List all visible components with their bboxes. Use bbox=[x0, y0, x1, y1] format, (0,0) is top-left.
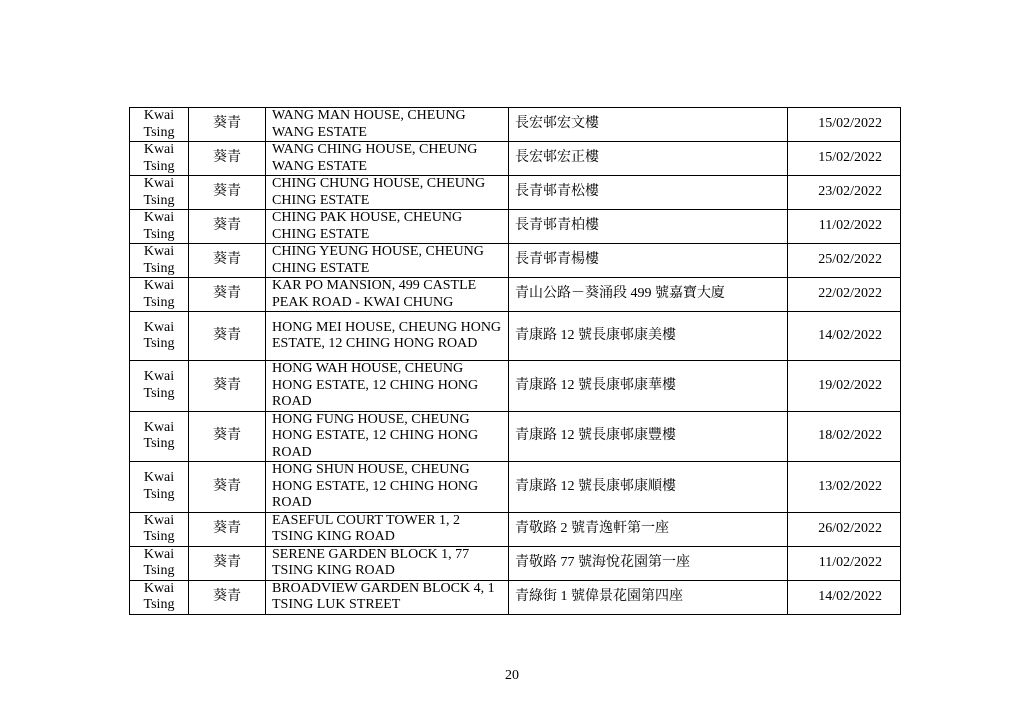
address-zh-cell: 青綠街 1 號偉景花園第四座 bbox=[509, 580, 788, 614]
date-cell: 19/02/2022 bbox=[788, 361, 901, 412]
date-cell: 26/02/2022 bbox=[788, 512, 901, 546]
address-en-cell: CHING PAK HOUSE, CHEUNG CHING ESTATE bbox=[266, 210, 509, 244]
date-cell: 18/02/2022 bbox=[788, 411, 901, 462]
address-en-cell: KAR PO MANSION, 499 CASTLE PEAK ROAD - KWAI CHUNG bbox=[266, 278, 509, 312]
district-en-cell: Kwai Tsing bbox=[130, 108, 189, 142]
district-zh-cell: 葵青 bbox=[189, 580, 266, 614]
address-en-cell: HONG MEI HOUSE, CHEUNG HONG ESTATE, 12 CHING HONG ROAD bbox=[266, 312, 509, 361]
district-zh-cell: 葵青 bbox=[189, 361, 266, 412]
address-table bbox=[129, 107, 901, 615]
district-en-cell: Kwai Tsing bbox=[130, 546, 189, 580]
date-cell: 15/02/2022 bbox=[788, 142, 901, 176]
address-zh-cell: 青康路 12 號長康邨康華樓 bbox=[509, 361, 788, 412]
district-en-cell: Kwai Tsing bbox=[130, 210, 189, 244]
table-row bbox=[130, 176, 901, 210]
address-en-cell: CHING CHUNG HOUSE, CHEUNG CHING ESTATE bbox=[266, 176, 509, 210]
address-zh-cell: 青康路 12 號長康邨康順樓 bbox=[509, 462, 788, 513]
date-cell: 22/02/2022 bbox=[788, 278, 901, 312]
date-cell: 11/02/2022 bbox=[788, 546, 901, 580]
district-en-cell: Kwai Tsing bbox=[130, 462, 189, 513]
district-en-cell: Kwai Tsing bbox=[130, 176, 189, 210]
district-en-cell: Kwai Tsing bbox=[130, 278, 189, 312]
district-en-cell: Kwai Tsing bbox=[130, 580, 189, 614]
address-zh-cell: 青敬路 2 號青逸軒第一座 bbox=[509, 512, 788, 546]
table-row bbox=[130, 210, 901, 244]
district-en-cell: Kwai Tsing bbox=[130, 411, 189, 462]
table-row bbox=[130, 411, 901, 462]
address-zh-cell: 長宏邨宏文樓 bbox=[509, 108, 788, 142]
district-zh-cell: 葵青 bbox=[189, 108, 266, 142]
address-en-cell: BROADVIEW GARDEN BLOCK 4, 1 TSING LUK STREET bbox=[266, 580, 509, 614]
table-row bbox=[130, 244, 901, 278]
district-en-cell: Kwai Tsing bbox=[130, 512, 189, 546]
date-cell: 11/02/2022 bbox=[788, 210, 901, 244]
date-cell: 23/02/2022 bbox=[788, 176, 901, 210]
district-zh-cell: 葵青 bbox=[189, 462, 266, 513]
address-en-cell: SERENE GARDEN BLOCK 1, 77 TSING KING ROAD bbox=[266, 546, 509, 580]
date-cell: 15/02/2022 bbox=[788, 108, 901, 142]
date-cell: 14/02/2022 bbox=[788, 580, 901, 614]
address-zh-cell: 青山公路－葵涌段 499 號嘉寶大廈 bbox=[509, 278, 788, 312]
district-zh-cell: 葵青 bbox=[189, 176, 266, 210]
table-row bbox=[130, 546, 901, 580]
district-zh-cell: 葵青 bbox=[189, 312, 266, 361]
district-en-cell: Kwai Tsing bbox=[130, 142, 189, 176]
address-en-cell: HONG FUNG HOUSE, CHEUNG HONG ESTATE, 12 CHING HONG ROAD bbox=[266, 411, 509, 462]
table-row bbox=[130, 462, 901, 513]
address-zh-cell: 長青邨青松樓 bbox=[509, 176, 788, 210]
district-zh-cell: 葵青 bbox=[189, 546, 266, 580]
district-zh-cell: 葵青 bbox=[189, 244, 266, 278]
table-row bbox=[130, 512, 901, 546]
address-en-cell: WANG CHING HOUSE, CHEUNG WANG ESTATE bbox=[266, 142, 509, 176]
address-zh-cell: 青敬路 77 號海悅花園第一座 bbox=[509, 546, 788, 580]
date-cell: 25/02/2022 bbox=[788, 244, 901, 278]
table-row bbox=[130, 142, 901, 176]
table-row bbox=[130, 312, 901, 361]
date-cell: 13/02/2022 bbox=[788, 462, 901, 513]
address-en-cell: WANG MAN HOUSE, CHEUNG WANG ESTATE bbox=[266, 108, 509, 142]
district-zh-cell: 葵青 bbox=[189, 142, 266, 176]
address-zh-cell: 青康路 12 號長康邨康豐樓 bbox=[509, 411, 788, 462]
address-zh-cell: 長青邨青柏樓 bbox=[509, 210, 788, 244]
page-number: 20 bbox=[505, 668, 519, 683]
district-zh-cell: 葵青 bbox=[189, 210, 266, 244]
date-cell: 14/02/2022 bbox=[788, 312, 901, 361]
address-en-cell: HONG WAH HOUSE, CHEUNG HONG ESTATE, 12 CHING HONG ROAD bbox=[266, 361, 509, 412]
table-row bbox=[130, 108, 901, 142]
district-en-cell: Kwai Tsing bbox=[130, 361, 189, 412]
table-row bbox=[130, 580, 901, 614]
district-zh-cell: 葵青 bbox=[189, 411, 266, 462]
address-zh-cell: 青康路 12 號長康邨康美樓 bbox=[509, 312, 788, 361]
table-row bbox=[130, 278, 901, 312]
address-zh-cell: 長青邨青楊樓 bbox=[509, 244, 788, 278]
table-row bbox=[130, 361, 901, 412]
address-en-cell: EASEFUL COURT TOWER 1, 2 TSING KING ROAD bbox=[266, 512, 509, 546]
district-en-cell: Kwai Tsing bbox=[130, 312, 189, 361]
address-zh-cell: 長宏邨宏正樓 bbox=[509, 142, 788, 176]
district-zh-cell: 葵青 bbox=[189, 512, 266, 546]
district-en-cell: Kwai Tsing bbox=[130, 244, 189, 278]
address-en-cell: HONG SHUN HOUSE, CHEUNG HONG ESTATE, 12 CHING HONG ROAD bbox=[266, 462, 509, 513]
district-zh-cell: 葵青 bbox=[189, 278, 266, 312]
address-en-cell: CHING YEUNG HOUSE, CHEUNG CHING ESTATE bbox=[266, 244, 509, 278]
